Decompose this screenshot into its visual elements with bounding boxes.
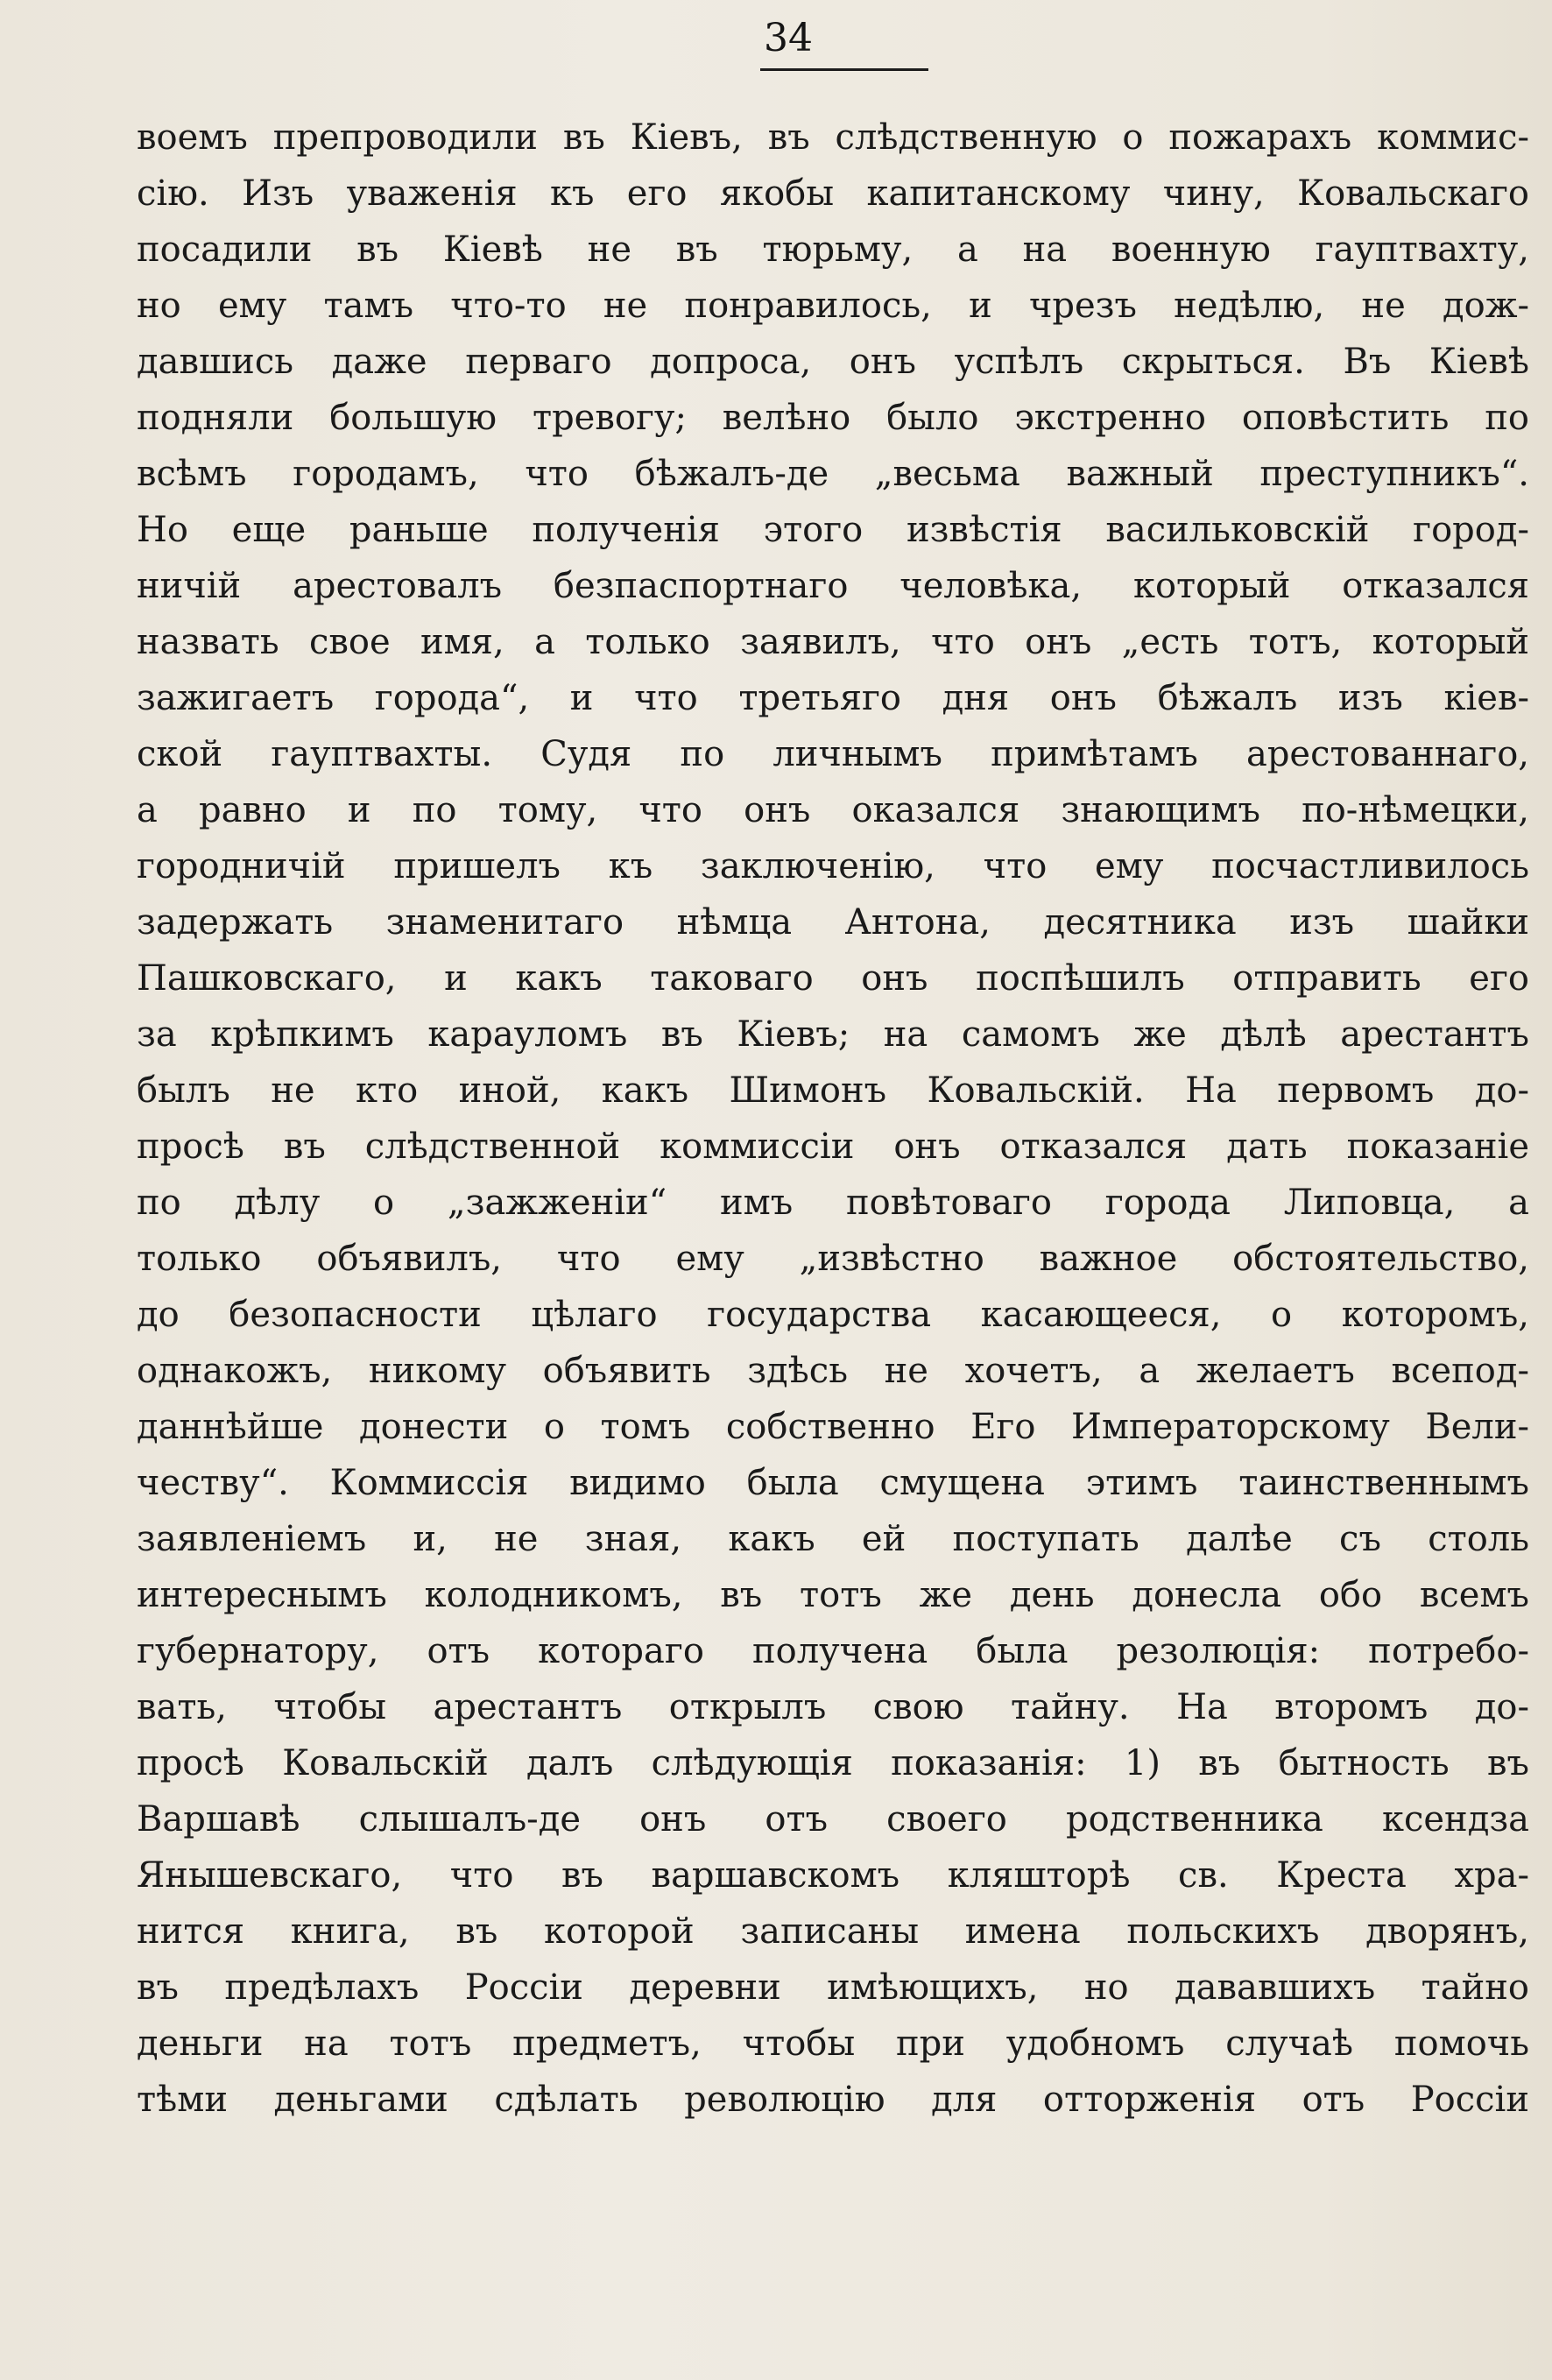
text-line: просѣ Ковальскій далъ слѣдующія показанія: 1) въ бытность въ xyxy=(137,1743,1529,1783)
text-line: посадили въ Кіевѣ не въ тюрьму, а на военную гауптвахту, xyxy=(137,230,1529,270)
text-line: былъ не кто иной, какъ Шимонъ Ковальскій. На первомъ до- xyxy=(137,1070,1529,1111)
text-line: честву“. Коммиссія видимо была смущена этимъ таинственнымъ xyxy=(137,1463,1529,1503)
text-line: зажигаетъ города“, и что третьяго дня онъ бѣжалъ изъ кіев- xyxy=(137,678,1529,718)
text-line: интереснымъ колодникомъ, въ тотъ же день донесла обо всемъ xyxy=(137,1575,1529,1615)
text-line: однакожъ, никому объявить здѣсь не хочетъ, а желаетъ всепод- xyxy=(137,1351,1529,1391)
text-line: губернатору, отъ котораго получена была резолюція: потребо- xyxy=(137,1631,1529,1671)
text-line: ничій арестовалъ безпаспортнаго человѣка, который отказался xyxy=(137,566,1529,606)
text-line: за крѣпкимъ карауломъ въ Кіевъ; на самомъ же дѣлѣ арестантъ xyxy=(137,1014,1529,1055)
text-line: сію. Изъ уваженія къ его якобы капитанскому чину, Ковальскаго xyxy=(137,173,1529,214)
text-line: до безопасности цѣлаго государства касающееся, о которомъ, xyxy=(137,1295,1529,1335)
page-number: 34 xyxy=(764,16,813,60)
text-line: даннѣйше донести о томъ собственно Его Императорскому Вели- xyxy=(137,1407,1529,1447)
body-text xyxy=(137,109,1529,2128)
text-line: воемъ препроводили въ Кіевъ, въ слѣдственную о пожарахъ коммис- xyxy=(137,117,1529,158)
text-line: Пашковскаго, и какъ таковаго онъ поспѣшилъ отправить его xyxy=(137,958,1529,999)
text-line: просѣ въ слѣдственной коммиссіи онъ отказался дать показаніе xyxy=(137,1126,1529,1167)
text-line: тѣми деньгами сдѣлать революцію для отторженія отъ Россіи xyxy=(137,2080,1529,2120)
text-line: городничій пришелъ къ заключенію, что ему посчастливилось xyxy=(137,846,1529,886)
text-line: задержать знаменитаго нѣмца Антона, десятника изъ шайки xyxy=(137,902,1529,943)
text-line: Но еще раньше полученія этого извѣстія васильковскій город- xyxy=(137,510,1529,550)
text-line: ской гауптвахты. Судя по личнымъ примѣтамъ арестованнаго, xyxy=(137,734,1529,774)
text-line: въ предѣлахъ Россіи деревни имѣющихъ, но дававшихъ тайно xyxy=(137,1967,1529,2008)
text-line: всѣмъ городамъ, что бѣжалъ-де „весьма важный преступникъ“. xyxy=(137,454,1529,494)
text-line: назвать свое имя, а только заявилъ, что онъ „есть тотъ, который xyxy=(137,622,1529,662)
text-line: заявленіемъ и, не зная, какъ ей поступать далѣе съ столь xyxy=(137,1519,1529,1559)
text-line: но ему тамъ что-то не понравилось, и чрезъ недѣлю, не дож- xyxy=(137,286,1529,326)
text-line: нится книга, въ которой записаны имена польскихъ дворянъ, xyxy=(137,1911,1529,1952)
text-line: только объявилъ, что ему „извѣстно важное обстоятельство, xyxy=(137,1239,1529,1279)
text-line: Варшавѣ слышалъ-де онъ отъ своего родственника ксендза xyxy=(137,1799,1529,1840)
header-rule xyxy=(760,68,928,71)
text-line: вать, чтобы арестантъ открылъ свою тайну. На второмъ до- xyxy=(137,1687,1529,1727)
text-line: Янышевскаго, что въ варшавскомъ кляшторѣ св. Креста хра- xyxy=(137,1855,1529,1896)
text-line: подняли большую тревогу; велѣно было экстренно оповѣстить по xyxy=(137,398,1529,438)
text-line: по дѣлу о „зажженіи“ имъ повѣтоваго города Липовца, а xyxy=(137,1183,1529,1223)
text-line: давшись даже перваго допроса, онъ успѣлъ скрыться. Въ Кіевѣ xyxy=(137,342,1529,382)
text-line: а равно и по тому, что онъ оказался знающимъ по-нѣмецки, xyxy=(137,790,1529,830)
text-line: деньги на тотъ предметъ, чтобы при удобномъ случаѣ помочь xyxy=(137,2023,1529,2064)
